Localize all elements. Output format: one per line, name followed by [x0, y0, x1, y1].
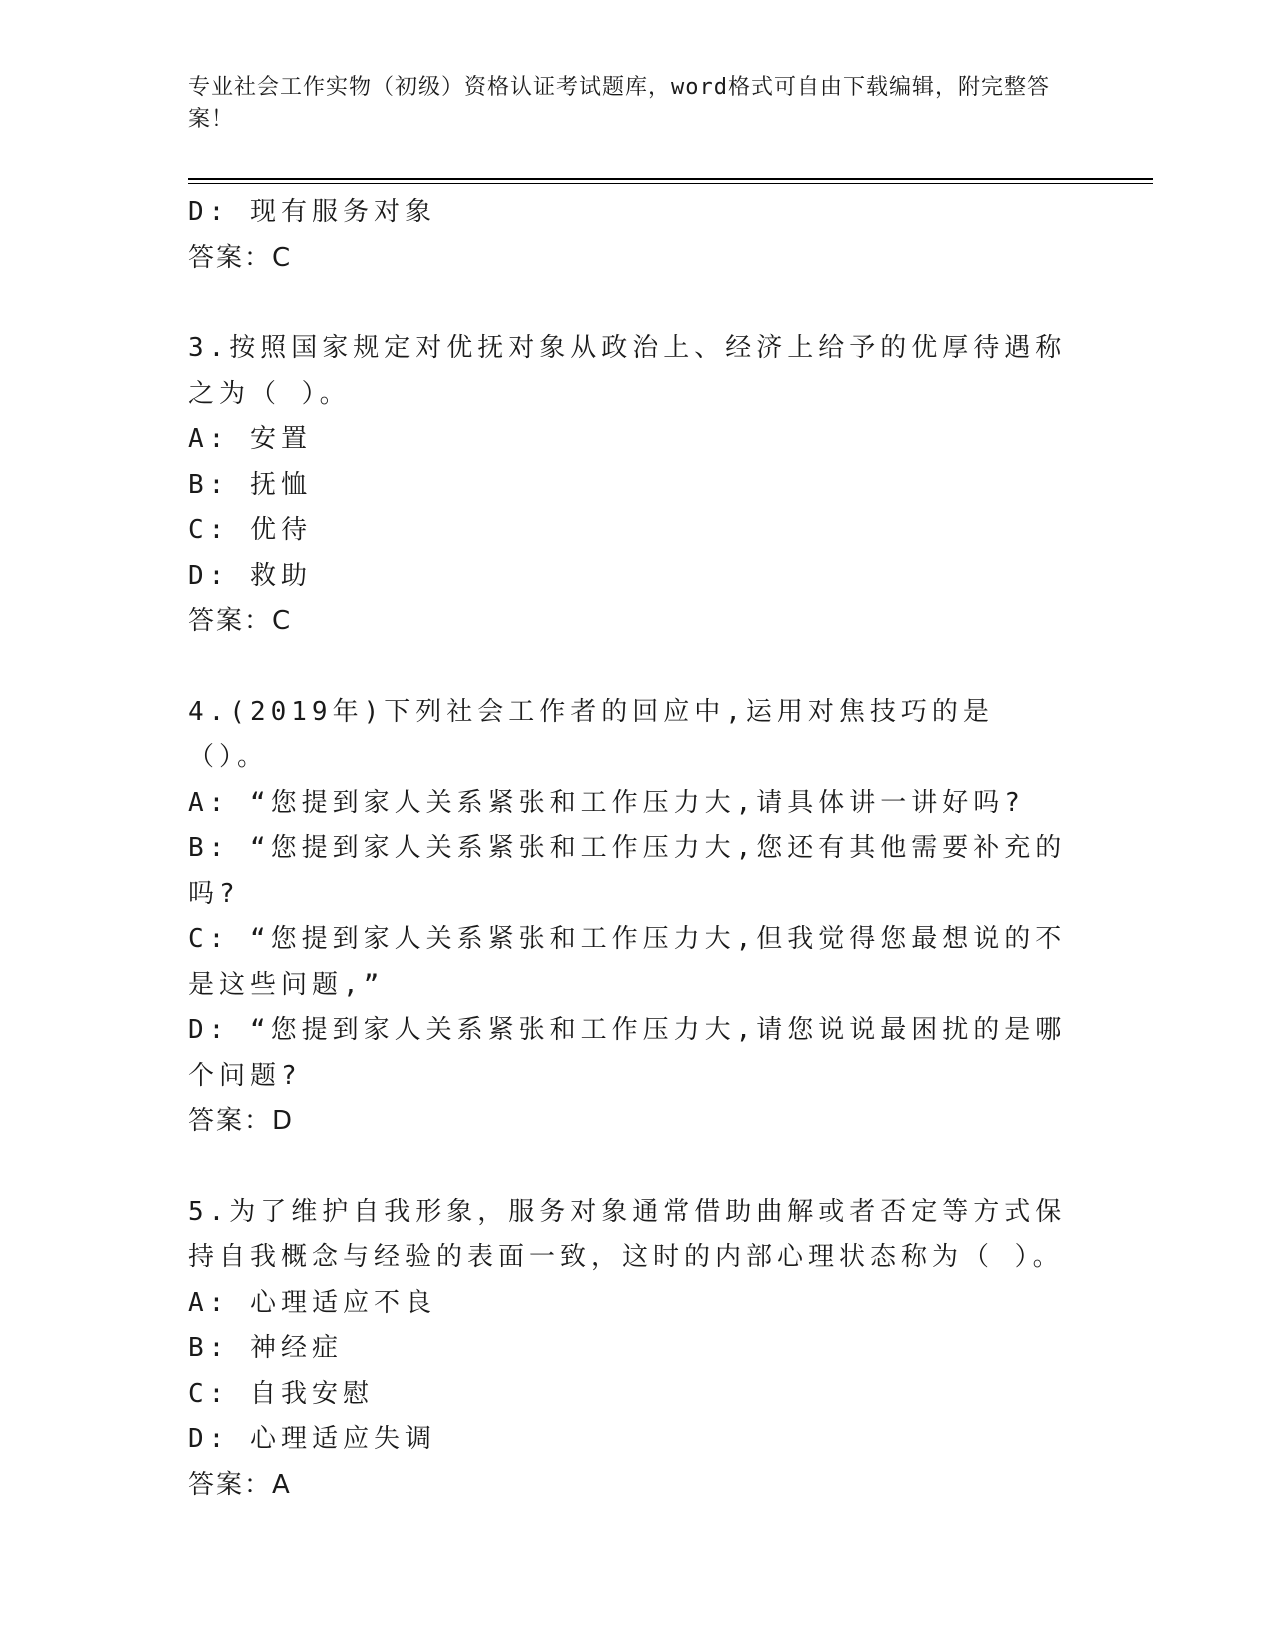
option-a: A: 心理适应不良 [188, 1287, 436, 1318]
option-b: B: 抚恤 [188, 469, 312, 500]
header-rule-thin [188, 183, 1153, 184]
option-a: A: 安置 [188, 424, 312, 454]
option-b: B: 神经症 [188, 1333, 343, 1363]
answer: 答案：D [188, 1106, 295, 1136]
answer: 答案：C [188, 606, 293, 636]
question-stem: 5.为了维护自我形象，服务对象通常借助曲解或者否定等方式保持自我概念与经验的表面一致，这时的内部心理状态称为（ ）。 [188, 1196, 1067, 1272]
option-a: A: “您提到家人关系紧张和工作压力大,请具体讲一讲好吗? [188, 787, 1025, 818]
question-3 [188, 326, 1068, 645]
answer: 答案：A [188, 1469, 292, 1500]
option-c: C: “您提到家人关系紧张和工作压力大,但我觉得您最想说的不是这些问题,” [188, 924, 1067, 1000]
question-content [188, 190, 1068, 1508]
spacer [188, 281, 1068, 326]
question-2-tail [188, 190, 1068, 281]
option-d: D: 现有服务对象 [188, 197, 436, 227]
option-c: C: 自我安慰 [188, 1378, 374, 1409]
option-d: D: “您提到家人关系紧张和工作压力大,请您说说最困扰的是哪个问题? [188, 1015, 1067, 1091]
question-stem: 3.按照国家规定对优抚对象从政治上、经济上给予的优厚待遇称之为（ ）。 [188, 333, 1067, 409]
question-stem: 4.(2019年)下列社会工作者的回应中,运用对焦技巧的是（）。 [188, 696, 994, 772]
spacer [188, 1145, 1068, 1190]
spacer [188, 645, 1068, 690]
page-header: 专业社会工作实物（初级）资格认证考试题库，word格式可自由下载编辑，附完整答案！ [188, 75, 1050, 132]
option-d: D: 救助 [188, 560, 312, 591]
question-5 [188, 1190, 1068, 1509]
option-b: B: “您提到家人关系紧张和工作压力大,您还有其他需要补充的吗? [188, 833, 1067, 909]
option-d: D: 心理适应失调 [188, 1424, 436, 1454]
answer: 答案：C [188, 242, 293, 273]
question-4 [188, 690, 1068, 1145]
option-c: C: 优待 [188, 515, 312, 545]
header-rule-thick [188, 178, 1153, 180]
